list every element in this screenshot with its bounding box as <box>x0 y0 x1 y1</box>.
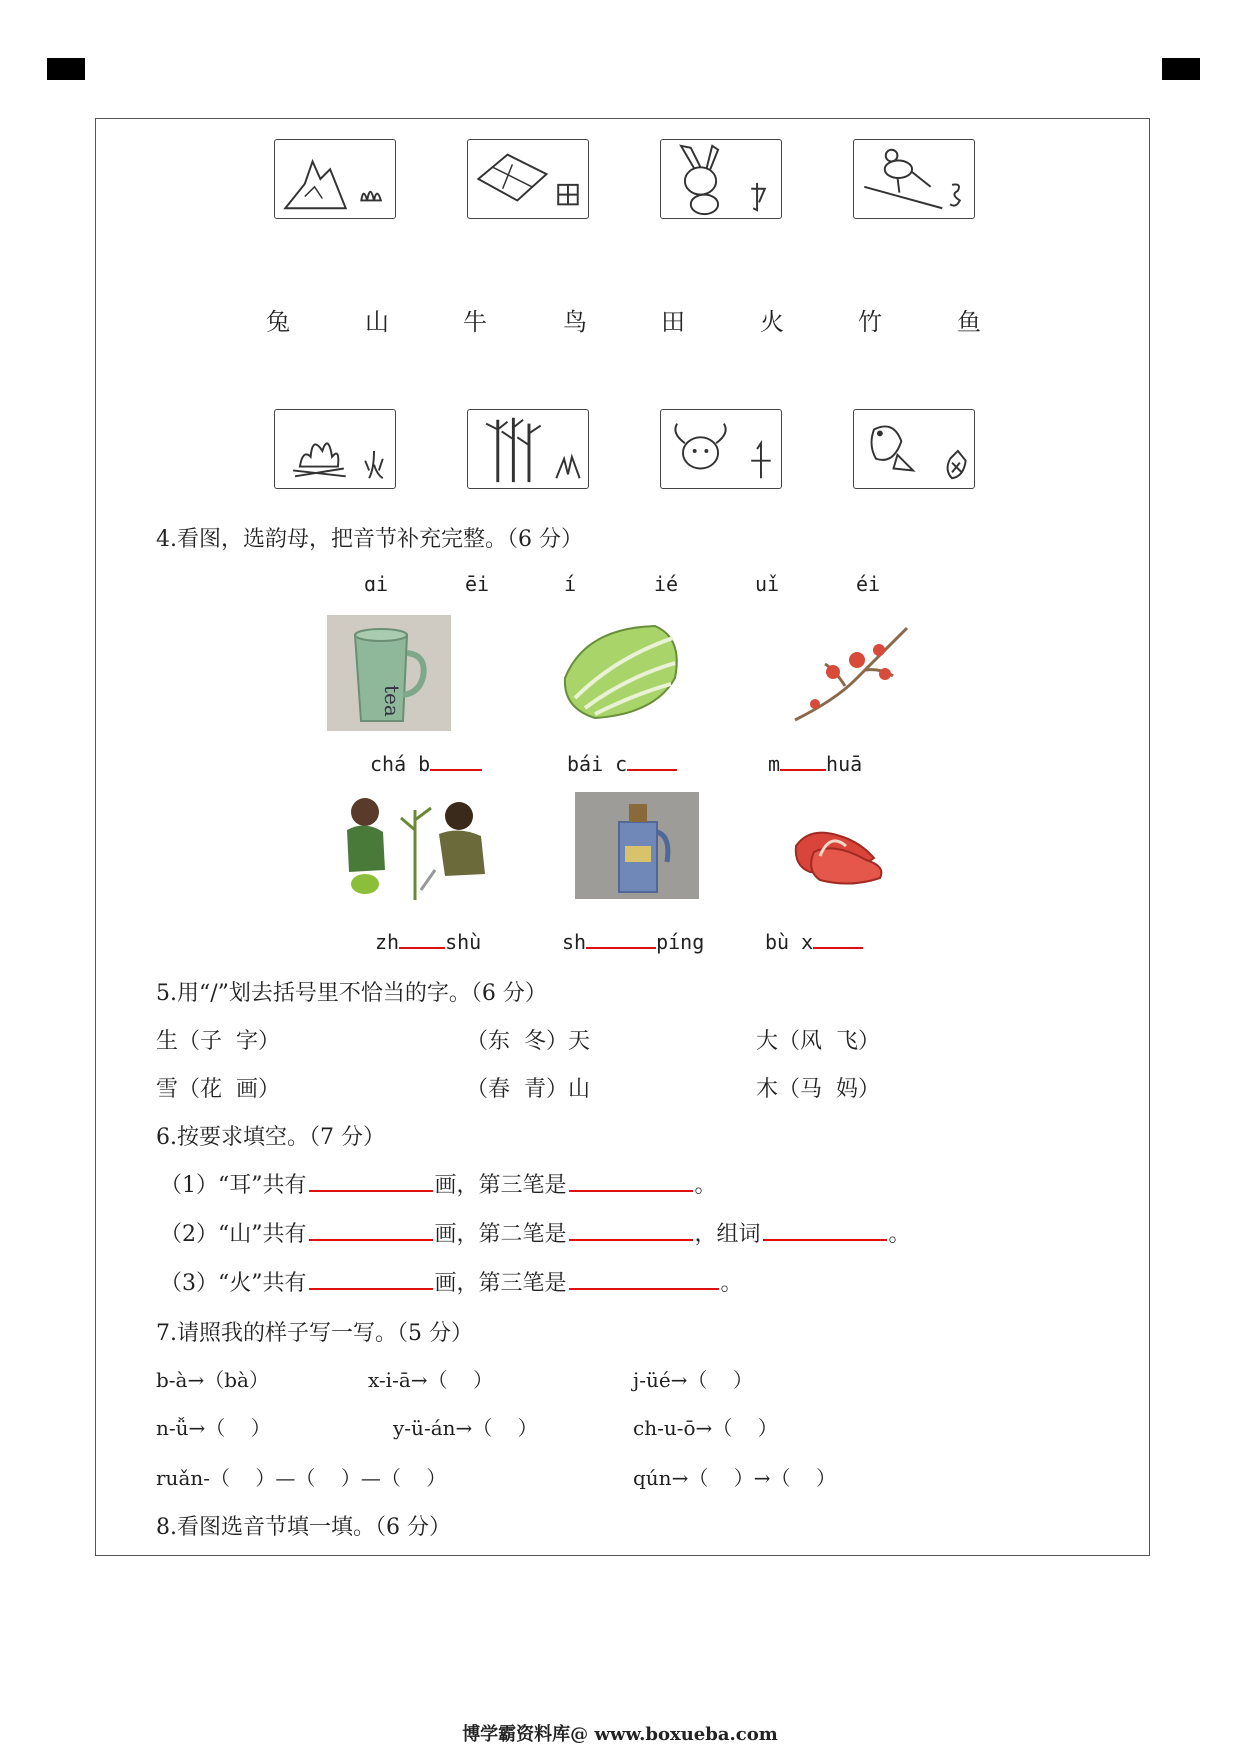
character-1: 兔 <box>266 308 290 336</box>
pictograph-fish <box>853 409 975 489</box>
q7-item-ruan[interactable]: ruǎn-（ ）—（ ）—（ ） <box>156 1466 447 1490</box>
q7-item-chuo[interactable]: ch-u-ō→（ ） <box>633 1416 778 1440</box>
character-2: 山 <box>365 308 389 336</box>
pictograph-bamboo <box>467 409 589 489</box>
answer-blank[interactable] <box>813 946 863 949</box>
q5-item-2[interactable]: （东 冬）天 <box>466 1029 590 1054</box>
q4-syllable-cabbage: bái c <box>567 752 677 776</box>
answer-blank[interactable] <box>309 1287 433 1290</box>
q5-item-3[interactable]: 大（风 飞） <box>756 1029 880 1054</box>
corner-mark-right <box>1162 58 1200 80</box>
q7-title: 7.请照我的样子写一写。（5 分） <box>156 1321 473 1346</box>
character-8: 鱼 <box>957 308 981 336</box>
q4-option-5: uǐ <box>755 572 780 596</box>
q7-item-xia[interactable]: x-i-ā→（ ） <box>368 1368 493 1392</box>
answer-blank[interactable] <box>569 1287 719 1290</box>
q7-item-qun[interactable]: qún→（ ）→（ ） <box>633 1466 836 1490</box>
photo-cabbage <box>555 618 687 722</box>
answer-blank[interactable] <box>780 768 826 771</box>
character-7: 竹 <box>858 308 882 336</box>
answer-blank[interactable] <box>569 1189 693 1192</box>
q4-syllable-thermos: sh píng <box>562 930 705 954</box>
photo-planting-trees <box>335 790 500 902</box>
answer-blank[interactable] <box>399 946 445 949</box>
q7-example: b-à→（bà） <box>156 1368 269 1392</box>
photo-plum-blossom <box>785 620 915 728</box>
q6-line-3: （3）“火”共有 画，第三笔是 。 <box>160 1271 743 1296</box>
pictograph-ox <box>660 409 782 489</box>
q4-syllable-shoes: bù x <box>765 930 863 954</box>
pictograph-fire <box>274 409 396 489</box>
q5-title: 5.用“/”划去括号里不恰当的字。（6 分） <box>156 981 547 1006</box>
q4-option-3: í <box>564 572 577 596</box>
q4-title: 4.看图，选韵母，把音节补充完整。（6 分） <box>156 527 583 552</box>
q6-line-2: （2）“山”共有 画，第二笔是 ，组词 。 <box>160 1222 911 1247</box>
q8-title: 8.看图选音节填一填。（6 分） <box>156 1515 451 1540</box>
photo-thermos <box>575 792 699 899</box>
answer-blank[interactable] <box>627 768 677 771</box>
pictograph-rabbit <box>660 139 782 219</box>
character-6: 火 <box>760 308 784 336</box>
answer-blank[interactable] <box>309 1189 433 1192</box>
q4-syllable-planting: zh shù <box>375 930 482 954</box>
q5-item-5[interactable]: （春 青）山 <box>466 1077 590 1102</box>
q6-line-1: （1）“耳”共有 画，第三笔是 。 <box>160 1173 717 1198</box>
answer-blank[interactable] <box>569 1238 693 1241</box>
pictograph-bird <box>853 139 975 219</box>
character-4: 鸟 <box>563 308 587 336</box>
q7-item-nv[interactable]: n-ǚ→（ ） <box>156 1416 271 1440</box>
photo-cloth-shoes <box>790 806 890 888</box>
q4-option-2: ēi <box>465 572 490 596</box>
footer-watermark: 博学霸资料库@ www.boxueba.com <box>462 1724 778 1745</box>
cup-text: tea <box>380 685 404 717</box>
q5-item-1[interactable]: 生（子 字） <box>156 1029 280 1054</box>
q4-syllable-plum: m huā <box>768 752 863 776</box>
q4-option-1: ɑi <box>364 572 389 596</box>
answer-blank[interactable] <box>430 768 482 771</box>
character-5: 田 <box>661 308 685 336</box>
pictograph-field <box>467 139 589 219</box>
photo-tea-cup <box>327 615 451 731</box>
q4-option-4: ié <box>654 572 679 596</box>
q7-item-yuan[interactable]: y-ü-án→（ ） <box>393 1416 538 1440</box>
character-3: 牛 <box>463 308 487 336</box>
corner-mark-left <box>47 58 85 80</box>
pictograph-mountain <box>274 139 396 219</box>
q6-title: 6.按要求填空。（7 分） <box>156 1125 385 1150</box>
answer-blank[interactable] <box>309 1238 433 1241</box>
q7-item-jue[interactable]: j-üé→（ ） <box>633 1368 753 1392</box>
q5-item-4[interactable]: 雪（花 画） <box>156 1077 280 1102</box>
q4-option-6: éi <box>856 572 881 596</box>
q4-syllable-tea-cup: chá b <box>370 752 482 776</box>
answer-blank[interactable] <box>763 1238 887 1241</box>
q5-item-6[interactable]: 木（马 妈） <box>756 1077 880 1102</box>
answer-blank[interactable] <box>586 946 656 949</box>
